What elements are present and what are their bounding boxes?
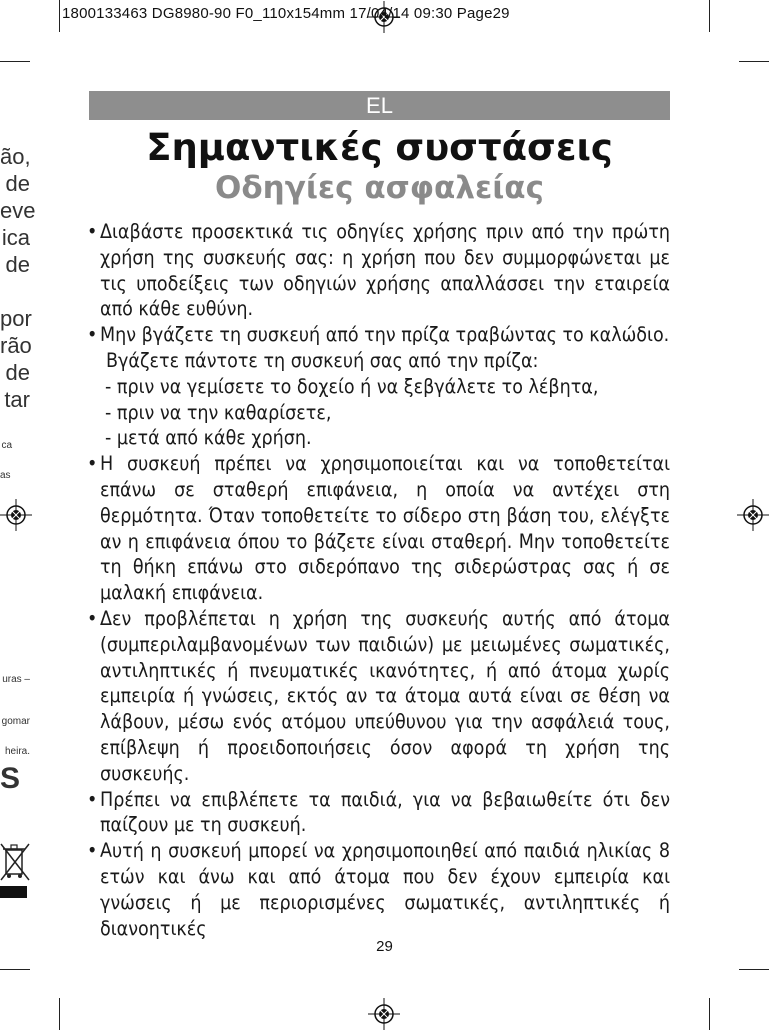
left-bleed-line: de [5, 171, 30, 196]
crop-mark-right-h [739, 61, 769, 62]
registration-mark-icon [737, 499, 769, 531]
crop-mark-left-h [0, 61, 30, 62]
crop-mark-bottom-right-v [709, 998, 710, 1030]
left-bleed-line: de [5, 252, 30, 277]
crop-mark-top-left-v [59, 0, 60, 32]
crop-mark-left-h-bottom [0, 969, 30, 970]
left-bleed-line: rão [0, 333, 32, 358]
bullet-children-8-years: • Αυτή η συσκευή μπορεί να χρησιμοποιηθεί από παιδιά ηλικίας 8 ετών και άνω και από άτομα που δεν έχουν εμπειρία και γνώσεις ή με περιορισμένες σωματικές, αντιληπτικές ή διανοητικές [87, 838, 670, 941]
left-bleed-small-line: heira. [4, 746, 30, 757]
left-bleed-small-line: as [0, 470, 11, 481]
crossed-bin-icon [0, 840, 30, 884]
safety-instructions [87, 219, 670, 941]
bullet-unplug: • Μην βγάζετε τη συσκευή από την πρίζα τραβώντας το καλώδιο. [87, 322, 670, 348]
crop-mark-right-h-bottom [739, 969, 769, 970]
bullet-stable-surface: • Η συσκευή πρέπει να χρησιμοποιείται και να τοποθετείται επάνω σε σταθερή επιφάνεια, η οποία να αντέχει στη θερμότητα. Όταν τοποθετείτε το σίδερο στη βάση του, ελέγξτε αν η επιφάνεια όπου το βάζετε είναι σταθερή. Μην τοποθετείτε τη θήκη επάνω στο σιδερόπανο της σιδερώστρας σας ή σε μαλακή επιφάνεια. [87, 451, 670, 606]
registration-mark-icon [368, 998, 400, 1030]
left-bleed-line: por [0, 306, 32, 331]
left-bleed-line: tar [4, 387, 30, 412]
unplug-list-item: - μετά από κάθε χρήση. [105, 426, 312, 450]
print-slug-line: 1800133463 DG8980-90 F0_110x154mm 17/04/14 09:30 Page29 [62, 5, 510, 22]
page-title: Σημαντικές συστάσεις [146, 126, 613, 169]
weee-bar [0, 886, 27, 898]
language-code-bar: EL [89, 91, 670, 120]
bullet-supervise-children: • Πρέπει να επιβλέπετε τα παιδιά, για να βεβαιωθείτε ότι δεν παίζουν με τη συσκευή. [87, 787, 670, 839]
left-bleed-line: ão, [0, 144, 31, 169]
page-subtitle: Οδηγίες ασφαλείας [215, 170, 544, 206]
registration-mark-icon [0, 499, 32, 531]
page-number: 29 [376, 938, 393, 955]
unplug-list-item: - πριν να την καθαρίσετε, [105, 400, 332, 424]
left-bleed-letter: S [0, 762, 21, 795]
left-bleed-line: de [5, 360, 30, 385]
left-bleed-small-line: gomar [1, 716, 30, 727]
bullet-unplug-subtext: Βγάζετε πάντοτε τη συσκευή σας από την πρίζα: [106, 348, 539, 372]
left-bleed-line: ica [1, 225, 30, 250]
crop-mark-bottom-left-v [59, 998, 60, 1030]
left-bleed-small-line: ca [1, 440, 12, 451]
left-bleed-small-line: uras – [2, 674, 30, 685]
bullet-reduced-capabilities: • Δεν προβλέπεται η χρήση της συσκευής αυτής από άτομα (συμπεριλαμβανομένων των παιδιών) με μειωμένες σωματικές, αντιληπτικές ή πνευματικές ικανότητες, ή από άτομα χωρίς εμπειρία ή γνώσεις, εκτός αν τα άτομα αυτά είναι σε θέση να λάβουν, μέσω ενός ατόμου υπεύθυνου για την ασφάλειά τους, επίβλεψη ή προειδοποιήσεις όσον αφορά τη χρήση της συσκευής. [87, 606, 670, 787]
bullet-read-instructions: • Διαβάστε προσεκτικά τις οδηγίες χρήσης πριν από την πρώτη χρήση της συσκευής σας: η χρήση που δεν συμμορφώνεται με τις υποδείξεις των οδηγιών χρήσης απαλλάσσει την εταιρεία από κάθε ευθύνη. [87, 219, 670, 322]
crop-mark-top-right-v [709, 0, 710, 32]
unplug-list-item: - πριν να γεμίσετε το δοχείο ή να ξεβγάλετε το λέβητα, [105, 374, 599, 398]
left-bleed-line: eve [0, 198, 36, 223]
